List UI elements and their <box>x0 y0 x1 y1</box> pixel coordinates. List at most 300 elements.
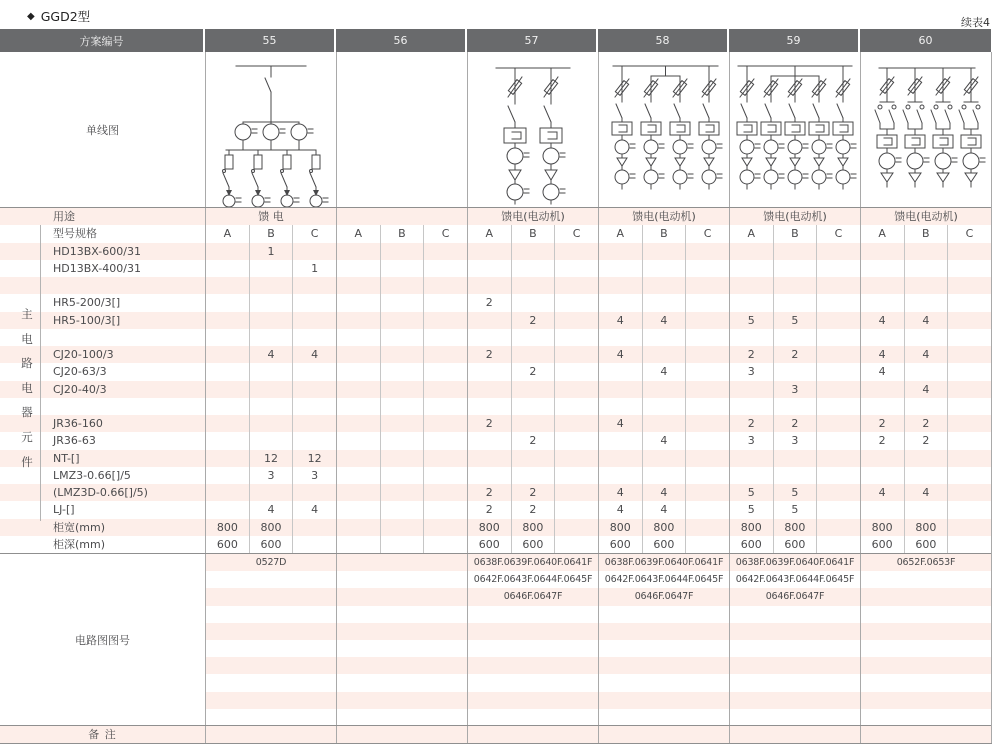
value-cell <box>205 363 249 380</box>
value-cell: 12 <box>292 450 336 467</box>
value-cell <box>729 243 773 260</box>
value-cell <box>249 398 293 415</box>
value-cell: 2 <box>904 432 948 449</box>
circuit-number-cell <box>860 571 991 588</box>
label-column-divider <box>40 225 41 521</box>
circuit-number-cell <box>467 674 598 691</box>
value-cell <box>249 312 293 329</box>
value-cell: 4 <box>904 346 948 363</box>
header-scheme-59: 59 <box>729 29 860 52</box>
single-line-diagram-label: 单线图 <box>86 123 119 137</box>
component-row <box>0 467 992 484</box>
value-cell <box>380 398 424 415</box>
value-cell <box>729 277 773 294</box>
row-label: HR5-200/3[] <box>53 296 121 310</box>
vertical-label-char: 主 <box>21 307 33 321</box>
circuit-number-cell: 0638F.0639F.0640F.0641F <box>598 554 729 571</box>
circuit-number-line <box>205 554 991 571</box>
value-cell <box>816 519 860 536</box>
value-cell <box>642 467 686 484</box>
value-cell: 5 <box>773 501 817 518</box>
value-cell <box>380 519 424 536</box>
circuit-number-cell <box>729 692 860 709</box>
value-cell: 4 <box>860 363 904 380</box>
spec-subcolumn-55B: B <box>249 225 293 242</box>
value-cell: 4 <box>642 501 686 518</box>
value-cell <box>423 519 467 536</box>
value-cell <box>292 294 336 311</box>
vertical-label-char: 电 <box>21 380 33 395</box>
circuit-number-cell <box>336 692 467 709</box>
value-cell <box>642 415 686 432</box>
spec-subcolumn-59A: A <box>729 225 773 242</box>
value-cell <box>467 277 511 294</box>
spec-subcolumn-56A: A <box>336 225 380 242</box>
spec-subcolumn-60A: A <box>860 225 904 242</box>
value-cell <box>380 450 424 467</box>
value-cell <box>380 312 424 329</box>
value-cell: 2 <box>773 346 817 363</box>
circuit-number-cell <box>205 571 336 588</box>
value-cell <box>816 260 860 277</box>
circuit-number-cell <box>336 606 467 623</box>
value-cell <box>205 398 249 415</box>
value-cell <box>467 260 511 277</box>
value-cell <box>511 260 555 277</box>
value-cell <box>685 243 729 260</box>
row-label: 柜深(mm) <box>53 537 106 551</box>
value-cell <box>554 277 598 294</box>
value-cell <box>729 381 773 398</box>
value-cell <box>292 243 336 260</box>
value-cell: 4 <box>904 381 948 398</box>
value-cell: 3 <box>773 381 817 398</box>
value-cell <box>336 363 380 380</box>
circuit-number-cell <box>205 640 336 657</box>
component-row <box>0 519 992 536</box>
value-cell: 2 <box>860 432 904 449</box>
value-cell <box>904 398 948 415</box>
header-scheme-number-label: 方案编号 <box>0 29 205 52</box>
value-cell <box>380 243 424 260</box>
row-label: CJ20-40/3 <box>53 382 107 396</box>
value-cell <box>554 501 598 518</box>
vertical-label-char: 件 <box>21 454 33 469</box>
value-cell <box>336 243 380 260</box>
value-cell <box>642 398 686 415</box>
value-cell <box>423 415 467 432</box>
value-cell: 4 <box>598 346 642 363</box>
value-cell <box>773 450 817 467</box>
circuit-number-line <box>205 571 991 588</box>
value-cell <box>598 450 642 467</box>
value-cell <box>205 346 249 363</box>
value-cell <box>511 243 555 260</box>
value-cell <box>205 381 249 398</box>
value-cell: 3 <box>249 467 293 484</box>
remarks-label: 备 注 <box>88 728 117 741</box>
value-cell <box>292 277 336 294</box>
row-label: 型号规格 <box>53 227 97 241</box>
value-cell <box>205 415 249 432</box>
spec-subcolumn-58C: C <box>685 225 729 242</box>
row-label: LJ-[] <box>53 503 75 517</box>
value-cell <box>380 294 424 311</box>
value-cell: 800 <box>729 519 773 536</box>
component-row <box>0 312 992 329</box>
value-cell: 2 <box>511 363 555 380</box>
remarks-cell-58 <box>598 726 729 743</box>
component-row <box>0 346 992 363</box>
value-cell <box>947 329 991 346</box>
value-cell <box>423 260 467 277</box>
value-cell: 4 <box>249 501 293 518</box>
table-right-border <box>991 52 992 743</box>
value-cell <box>423 536 467 553</box>
single-line-diagram-57 <box>467 52 598 207</box>
value-cell <box>336 381 380 398</box>
value-cell <box>511 398 555 415</box>
value-cell: 4 <box>598 415 642 432</box>
value-cell <box>816 312 860 329</box>
value-cell <box>598 381 642 398</box>
value-cell <box>685 277 729 294</box>
value-cell <box>729 450 773 467</box>
circuit-number-cell <box>860 692 991 709</box>
value-cell: 1 <box>292 260 336 277</box>
value-cell <box>511 450 555 467</box>
circuit-number-line <box>205 606 991 623</box>
value-cell <box>292 312 336 329</box>
circuit-number-cell <box>860 623 991 640</box>
circuit-number-cell <box>598 709 729 726</box>
spec-subcolumn-60B: B <box>904 225 948 242</box>
value-cell <box>380 467 424 484</box>
value-cell: 3 <box>292 467 336 484</box>
circuit-number-line <box>205 692 991 709</box>
value-cell: 2 <box>773 415 817 432</box>
value-cell: 5 <box>729 501 773 518</box>
value-cell <box>292 415 336 432</box>
row-label: LMZ3-0.66[]/5 <box>53 468 131 482</box>
value-cell <box>729 260 773 277</box>
value-cell <box>511 381 555 398</box>
value-cell <box>685 467 729 484</box>
single-line-diagram-55 <box>205 52 336 207</box>
value-cell <box>642 243 686 260</box>
value-cell: 2 <box>467 346 511 363</box>
value-cell <box>860 329 904 346</box>
value-cell <box>249 415 293 432</box>
value-cell <box>947 243 991 260</box>
row-label: CJ20-63/3 <box>53 365 107 379</box>
spec-subcolumn-57C: C <box>554 225 598 242</box>
circuit-number-cell <box>598 606 729 623</box>
value-cell <box>685 260 729 277</box>
spec-row <box>0 225 992 242</box>
value-cell <box>336 467 380 484</box>
value-cell <box>598 467 642 484</box>
spec-subcolumn-59B: B <box>773 225 817 242</box>
value-cell <box>947 260 991 277</box>
value-cell <box>423 346 467 363</box>
value-cell: 4 <box>904 484 948 501</box>
value-cell: 800 <box>467 519 511 536</box>
value-cell <box>816 415 860 432</box>
value-cell <box>947 415 991 432</box>
value-cell: 2 <box>511 312 555 329</box>
value-cell: 2 <box>467 501 511 518</box>
value-cell <box>947 294 991 311</box>
value-cell <box>336 501 380 518</box>
value-cell <box>249 277 293 294</box>
circuit-diagram-drawing <box>206 52 337 207</box>
value-cell <box>860 398 904 415</box>
value-cell: 4 <box>642 312 686 329</box>
empty-row <box>0 398 992 415</box>
value-cell: 4 <box>598 312 642 329</box>
value-cell <box>336 484 380 501</box>
circuit-number-cell <box>860 674 991 691</box>
circuit-number-cell <box>205 657 336 674</box>
value-cell: 600 <box>860 536 904 553</box>
row-label: 柜宽(mm) <box>53 520 106 534</box>
value-cell <box>947 484 991 501</box>
spec-subcolumn-59C: C <box>816 225 860 242</box>
value-cell <box>336 536 380 553</box>
value-cell <box>554 363 598 380</box>
single-line-diagram-60 <box>860 52 991 207</box>
component-row <box>0 415 992 432</box>
circuit-number-cell <box>729 640 860 657</box>
value-cell: 4 <box>860 312 904 329</box>
value-cell <box>598 432 642 449</box>
value-cell: 800 <box>642 519 686 536</box>
spec-subcolumn-58A: A <box>598 225 642 242</box>
value-cell <box>816 346 860 363</box>
value-cell <box>642 381 686 398</box>
circuit-number-cell: 0652F.0653F <box>860 554 991 571</box>
component-row <box>0 381 992 398</box>
value-cell: 800 <box>511 519 555 536</box>
value-cell: 800 <box>860 519 904 536</box>
value-cell <box>904 467 948 484</box>
value-cell: 600 <box>904 536 948 553</box>
remarks-cell-60 <box>860 726 991 743</box>
circuit-number-cell <box>467 640 598 657</box>
circuit-number-cell <box>467 709 598 726</box>
circuit-number-cell: 0642F.0643F.0644F.0645F <box>598 571 729 588</box>
value-cell <box>292 398 336 415</box>
value-cell <box>511 467 555 484</box>
circuit-number-cell <box>729 674 860 691</box>
value-cell <box>336 294 380 311</box>
value-cell <box>773 277 817 294</box>
value-cell <box>423 484 467 501</box>
value-cell <box>860 381 904 398</box>
circuit-diagram-drawing <box>730 52 861 207</box>
value-cell <box>467 243 511 260</box>
value-cell: 12 <box>249 450 293 467</box>
circuit-number-line <box>205 623 991 640</box>
value-cell <box>904 260 948 277</box>
value-cell: 600 <box>773 536 817 553</box>
circuit-number-cell <box>205 674 336 691</box>
value-cell <box>947 363 991 380</box>
value-cell <box>685 450 729 467</box>
value-cell: 800 <box>904 519 948 536</box>
value-cell: 600 <box>598 536 642 553</box>
circuit-number-cell <box>729 606 860 623</box>
value-cell <box>467 329 511 346</box>
circuit-diagram-number-label: 电路图图号 <box>0 554 205 726</box>
value-cell <box>205 312 249 329</box>
value-cell <box>380 381 424 398</box>
circuit-number-cell <box>205 588 336 605</box>
data-rows-region <box>0 207 992 554</box>
circuit-number-cell <box>860 657 991 674</box>
circuit-number-lines <box>205 554 991 726</box>
value-cell <box>947 312 991 329</box>
value-cell <box>467 363 511 380</box>
value-cell <box>773 363 817 380</box>
vertical-label-char: 电 <box>21 331 33 346</box>
value-cell <box>205 329 249 346</box>
row-label: NT-[] <box>53 451 80 465</box>
circuit-number-line <box>205 640 991 657</box>
value-cell <box>598 260 642 277</box>
value-cell <box>816 243 860 260</box>
value-cell: 800 <box>598 519 642 536</box>
value-cell <box>904 363 948 380</box>
value-cell <box>816 294 860 311</box>
value-cell <box>685 519 729 536</box>
value-cell: 600 <box>511 536 555 553</box>
spec-subcolumn-55A: A <box>205 225 249 242</box>
component-row <box>0 243 992 260</box>
usage-cell-58: 馈电(电动机) <box>598 208 729 225</box>
value-cell <box>685 381 729 398</box>
circuit-number-cell <box>860 606 991 623</box>
circuit-number-cell: 0646F.0647F <box>729 588 860 605</box>
circuit-number-cell <box>205 623 336 640</box>
circuit-number-cell: 0638F.0639F.0640F.0641F <box>729 554 860 571</box>
value-cell <box>336 450 380 467</box>
value-cell <box>860 294 904 311</box>
circuit-number-cell <box>336 571 467 588</box>
value-cell <box>860 501 904 518</box>
circuit-diagram-drawing <box>599 52 730 207</box>
value-cell <box>467 467 511 484</box>
value-cell: 2 <box>511 501 555 518</box>
value-cell <box>205 243 249 260</box>
value-cell <box>554 450 598 467</box>
circuit-number-cell <box>467 606 598 623</box>
continuation-label: 续表4 <box>961 16 990 29</box>
component-row <box>0 484 992 501</box>
value-cell: 2 <box>467 294 511 311</box>
value-cell <box>205 467 249 484</box>
single-line-diagram-58 <box>598 52 729 207</box>
value-cell: 4 <box>249 346 293 363</box>
table-header-row <box>0 29 991 52</box>
spec-subcolumn-57B: B <box>511 225 555 242</box>
circuit-number-line <box>205 588 991 605</box>
circuit-number-cell: 0642F.0643F.0644F.0645F <box>729 571 860 588</box>
row-label: HR5-100/3[] <box>53 313 121 327</box>
value-cell <box>292 519 336 536</box>
value-cell <box>773 329 817 346</box>
circuit-number-cell <box>860 709 991 726</box>
value-cell <box>336 312 380 329</box>
usage-cell-56 <box>336 208 467 225</box>
value-cell <box>773 243 817 260</box>
value-cell: 800 <box>205 519 249 536</box>
value-cell: 2 <box>729 415 773 432</box>
value-cell <box>816 450 860 467</box>
value-cell <box>423 243 467 260</box>
value-cell: 4 <box>642 432 686 449</box>
row-label: 用途 <box>53 210 75 223</box>
value-cell <box>642 294 686 311</box>
value-cell <box>816 484 860 501</box>
value-cell <box>642 260 686 277</box>
circuit-number-cell <box>467 692 598 709</box>
value-cell <box>423 432 467 449</box>
value-cell <box>729 294 773 311</box>
value-cell <box>685 329 729 346</box>
value-cell <box>380 329 424 346</box>
value-cell: 5 <box>729 484 773 501</box>
value-cell: 2 <box>511 432 555 449</box>
circuit-number-cell <box>729 709 860 726</box>
value-cell <box>904 294 948 311</box>
value-cell <box>554 381 598 398</box>
circuit-number-cell <box>205 606 336 623</box>
value-cell <box>729 398 773 415</box>
value-cell: 4 <box>598 501 642 518</box>
value-cell <box>423 398 467 415</box>
value-cell <box>554 415 598 432</box>
value-cell <box>816 432 860 449</box>
value-cell <box>554 243 598 260</box>
value-cell: 2 <box>467 415 511 432</box>
value-cell <box>860 450 904 467</box>
value-cell <box>380 346 424 363</box>
value-cell <box>249 363 293 380</box>
circuit-number-cell <box>205 709 336 726</box>
value-cell <box>249 260 293 277</box>
empty-row <box>0 277 992 294</box>
circuit-number-cell <box>729 657 860 674</box>
value-cell <box>554 536 598 553</box>
circuit-number-cell <box>336 640 467 657</box>
value-cell: 5 <box>729 312 773 329</box>
value-cell <box>816 277 860 294</box>
row-label: JR36-63 <box>53 434 96 448</box>
value-cell <box>336 432 380 449</box>
value-cell <box>816 501 860 518</box>
value-cell: 4 <box>292 346 336 363</box>
value-cell: 2 <box>511 484 555 501</box>
value-cell <box>729 329 773 346</box>
value-cell <box>816 329 860 346</box>
header-scheme-58: 58 <box>598 29 729 52</box>
value-cell <box>249 329 293 346</box>
value-cell <box>249 381 293 398</box>
value-cell: 5 <box>773 312 817 329</box>
usage-cell-55: 馈 电 <box>205 208 336 225</box>
